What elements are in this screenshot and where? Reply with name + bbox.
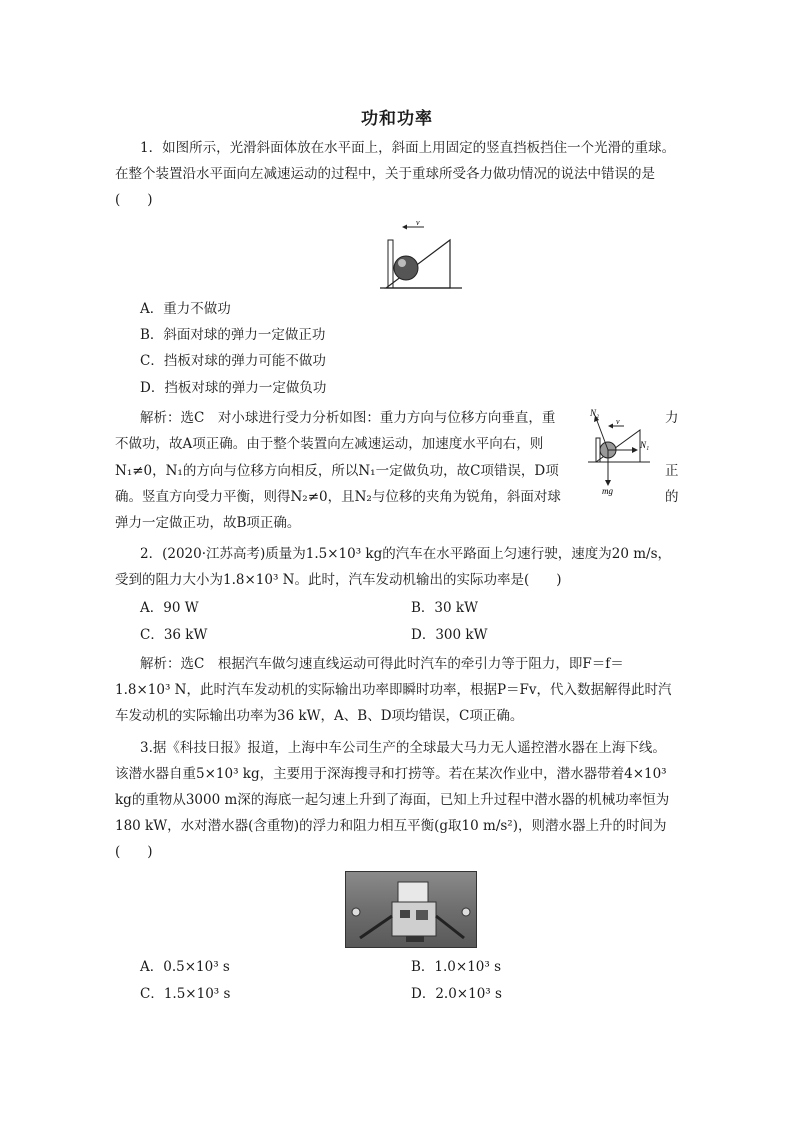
- q2-option-c: C．36 kW: [140, 627, 208, 643]
- q1-analysis-right-2: 正: [665, 463, 679, 479]
- q1-analysis-right-3: 的: [665, 489, 679, 505]
- q3-stem-line-1: 3.据《科技日报》报道，上海中车公司生产的全球最大马力无人遥控潜水器在上海下线。: [140, 740, 666, 756]
- q2-option-b: B．30 kW: [411, 600, 478, 616]
- q2-analysis-line-2: 1.8×10³ N，此时汽车发动机的实际输出功率即瞬时功率，根据P＝Fv，代入数据解得此时汽: [115, 682, 672, 698]
- q3-stem-line-4: 180 kW，水对潜水器(含重物)的浮力和阻力相互平衡(g取10 m/s²)，则潜水器上升的时间为: [115, 818, 667, 834]
- q1-analysis-line-1: 解析：选C 对小球进行受力分析如图：重力方向与位移方向垂直，重: [140, 410, 556, 426]
- q1-option-b: B．斜面对球的弹力一定做正功: [140, 327, 326, 343]
- q1-analysis-line-2: 不做功，故A项正确。由于整个装置向左减速运动，加速度水平向右，则: [115, 436, 544, 452]
- n1-label: N₁: [640, 440, 650, 450]
- q1-stem-line-3: ( ): [115, 192, 153, 208]
- q1-option-a: A．重力不做功: [140, 301, 231, 317]
- q3-option-b: B．1.0×10³ s: [411, 959, 502, 975]
- q2-analysis-line-3: 车发动机的实际输出功率为36 kW，A、B、D项均错误，C项正确。: [115, 708, 524, 724]
- q3-stem-line-3: kg的重物从3000 m深的海底一起匀速上升到了海面，已知上升过程中潜水器的机械功率恒为: [115, 792, 670, 808]
- q2-stem-line-2: 受到的阻力大小为1.8×10³ N。此时，汽车发动机输出的实际功率是( ): [115, 572, 562, 588]
- submersible-photo: [345, 871, 477, 948]
- q3-stem-line-5: ( ): [115, 844, 153, 860]
- mg-label: mg: [602, 486, 613, 496]
- submersible-illustration: [346, 872, 476, 947]
- q3-stem-line-2: 该潜水器自重5×10³ kg，主要用于深海搜寻和打捞等。若在某次作业中，潜水器带着4×10³: [115, 766, 667, 782]
- q1-option-d: D．挡板对球的弹力一定做负功: [140, 380, 327, 396]
- q2-stem-line-1: 2．(2020·江苏高考)质量为1.5×10³ kg的汽车在水平路面上匀速行驶，速度为20 m/s，: [140, 546, 672, 562]
- q3-option-c: C．1.5×10³ s: [140, 986, 231, 1002]
- v-label: v: [616, 417, 620, 426]
- page-title: 功和功率: [361, 109, 433, 129]
- incline-figure: [380, 218, 462, 290]
- q1-option-c: C．挡板对球的弹力可能不做功: [140, 353, 326, 369]
- q2-option-a: A．90 W: [140, 600, 199, 616]
- q3-option-a: A．0.5×10³ s: [140, 959, 230, 975]
- q1-analysis-line-4: 确。竖直方向受力平衡，则得N₂≠0，且N₂与位移的夹角为锐角，斜面对球: [115, 489, 561, 505]
- q1-analysis-line-5: 弹力一定做正功，故B项正确。: [115, 515, 301, 531]
- q2-analysis-line-1: 解析：选C 根据汽车做匀速直线运动可得此时汽车的牵引力等于阻力，即F＝f＝: [140, 656, 624, 672]
- n2-label: N₂: [590, 408, 600, 418]
- velocity-label: v: [416, 218, 420, 227]
- q1-analysis-right-1: 力: [665, 410, 679, 426]
- q1-analysis-line-3: N₁≠0，N₁的方向与位移方向相反，所以N₁一定做负功，故C项错误，D项: [115, 463, 559, 479]
- q1-stem-line-2: 在整个装置沿水平面向左减速运动的过程中，关于重球所受各力做功情况的说法中错误的是: [115, 166, 655, 182]
- q1-stem-line-1: 1．如图所示，光滑斜面体放在水平面上，斜面上用固定的竖直挡板挡住一个光滑的重球。: [140, 140, 676, 156]
- force-diagram: [588, 404, 660, 496]
- q2-option-d: D．300 kW: [411, 627, 488, 643]
- q3-option-d: D．2.0×10³ s: [411, 986, 502, 1002]
